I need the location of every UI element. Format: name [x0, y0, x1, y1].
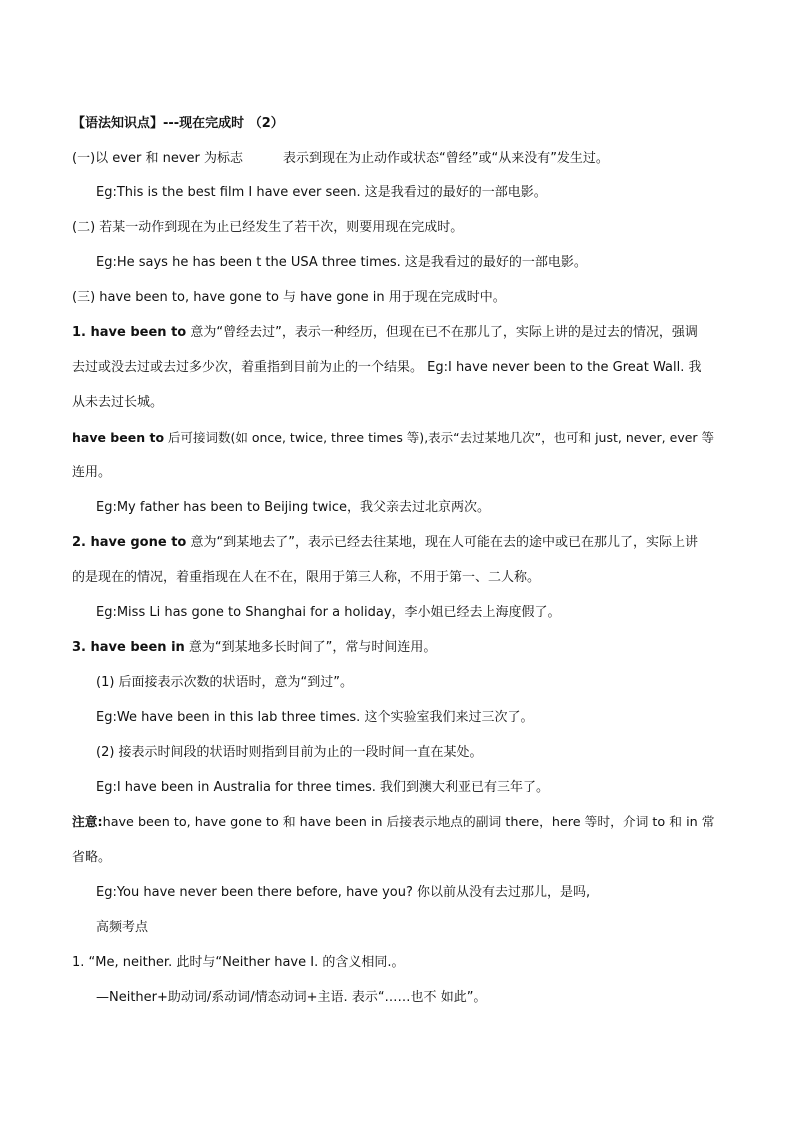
- section-2-heading: (二) 若某一动作到现在为止已经发生了若干次，则要用现在完成时。: [72, 220, 464, 235]
- high-frequency-item-1: 1. “Me, neither. 此时与“Neither have I. 的含义相同.。: [72, 955, 405, 970]
- section-1-heading-b: 表示到现在为止动作或状态“曾经”或“从来没有”发生过。: [282, 151, 609, 166]
- high-frequency-heading: 高频考点: [96, 920, 149, 935]
- note-line-1: [72, 813, 715, 833]
- point-1-label: 1. have been to: [72, 325, 187, 340]
- point-2-text: 意为“到某地去了”，表示已经去往某地，现在人可能在去的途中或已在那儿了，实际上讲: [186, 535, 698, 550]
- point-3-line-1: [72, 638, 436, 658]
- section-3-heading: (三) have been to, have gone to 与 have gone in 用于现在完成时中。: [72, 290, 506, 305]
- point-1b-line-2: 连用。: [72, 465, 112, 480]
- point-3-label: 3. have been in: [72, 640, 185, 655]
- point-3-example-2: Eg:I have been in Australia for three times. 我们到澳大利亚已有三年了。: [96, 780, 550, 795]
- note-example: Eg:You have never been there before, have you? 你以前从没有去过那儿，是吗,: [96, 885, 591, 900]
- point-2-line-1: [72, 533, 698, 553]
- high-frequency-item-1-detail: —Neither+助动词/系动词/情态动词+主语. 表示“……也不 如此”。: [96, 990, 487, 1005]
- section-1-heading-a: (一)以 ever 和 never 为标志: [72, 151, 243, 166]
- note-label: 注意:: [72, 815, 103, 830]
- section-1-example: Eg:This is the best film I have ever seen. 这是我看过的最好的一部电影。: [96, 185, 547, 200]
- point-1b-line-1: [72, 428, 714, 448]
- point-2-line-2: 的是现在的情况，着重指现在人在不在，限用于第三人称，不用于第一、二人称。: [72, 570, 541, 585]
- point-1-line-3: 从未去过长城。: [72, 395, 164, 410]
- point-3-example-1: Eg:We have been in this lab three times. 这个实验室我们来过三次了。: [96, 710, 534, 725]
- point-1-example: Eg:My father has been to Beijing twice，我父亲去过北京两次。: [96, 500, 491, 515]
- section-1-heading: [72, 149, 609, 169]
- point-1-text: 意为“曾经去过”，表示一种经历，但现在已不在那儿了，实际上讲的是过去的情况，强调: [186, 325, 698, 340]
- point-2-label: 2. have gone to: [72, 535, 187, 550]
- point-1b-text: 后可接词数(如 once, twice, three times 等),表示“去过某地几次”，也可和 just, never, ever 等: [164, 430, 715, 445]
- point-3-sub-2: (2) 接表示时间段的状语时则指到目前为止的一段时间一直在某处。: [96, 745, 483, 760]
- point-3-text: 意为“到某地多长时间了”，常与时间连用。: [184, 640, 437, 655]
- point-1-line-2: 去过或没去过或去过多少次，着重指到目前为止的一个结果。 Eg:I have never been to the Great Wall. 我: [72, 360, 702, 375]
- point-3-sub-1: (1) 后面接表示次数的状语时，意为“到过”。: [96, 675, 354, 690]
- point-1b-label: have been to: [72, 430, 165, 445]
- page-title: 【语法知识点】---现在完成时 （2）: [72, 116, 284, 131]
- section-2-example: Eg:He says he has been t the USA three times. 这是我看过的最好的一部电影。: [96, 255, 587, 270]
- point-2-example: Eg:Miss Li has gone to Shanghai for a holiday，李小姐已经去上海度假了。: [96, 605, 561, 620]
- point-1-line-1: [72, 323, 698, 343]
- note-line-2: 省略。: [72, 850, 112, 865]
- note-text: have been to, have gone to 和 have been in 后接表示地点的副词 there，here 等时，介词 to 和 in 常: [102, 815, 715, 830]
